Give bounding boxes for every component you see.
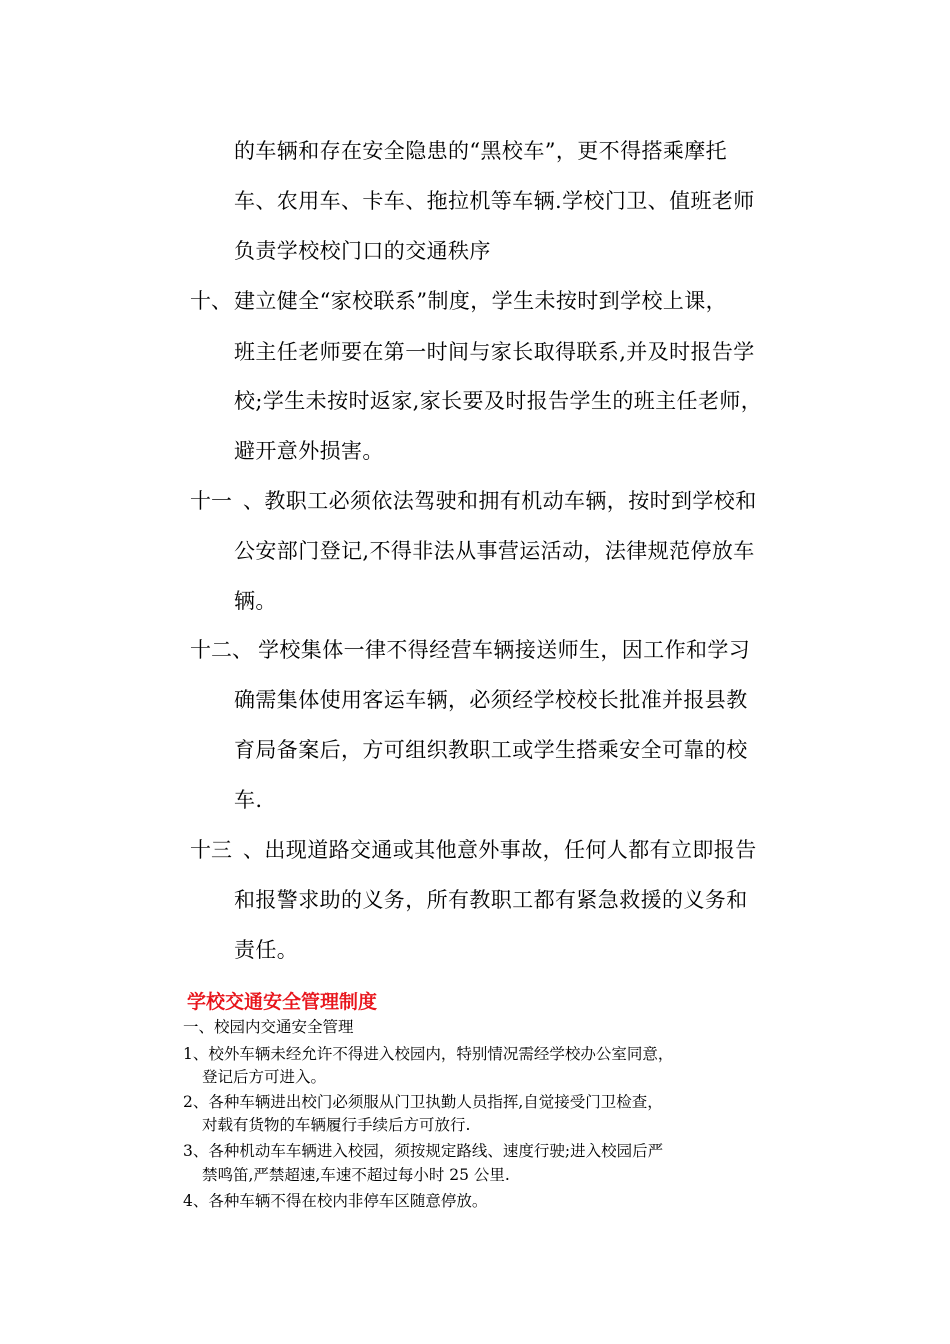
rule-line: 2、各种车辆进出校门必须服从门卫执勤人员指挥,自觉接受门卫检查， [183,1093,663,1111]
paragraph-line: 辆。 [234,589,277,613]
paragraph-line: 公安部门登记,不得非法从事营运活动，法律规范停放车 [234,539,755,563]
item-number: 十、 [190,289,232,313]
paragraph-line: 避开意外损害。 [234,439,384,463]
paragraph-line: 车. [234,788,263,812]
paragraph-line: 车、农用车、卡车、拖拉机等车辆.学校门卫、值班老师 [234,189,755,213]
rule-line: 4、各种车辆不得在校内非停车区随意停放。 [183,1192,488,1210]
section-title: 学校交通安全管理制度 [187,991,378,1013]
rule-line: 禁鸣笛,严禁超速,车速不超过每小时 25 公里. [202,1166,510,1184]
paragraph-line: 班主任老师要在第一时间与家长取得联系,并及时报告学 [234,340,755,364]
paragraph-line: 、出现道路交通或其他意外事故，任何人都有立即报告 [243,838,757,862]
item-number: 十三 [190,838,232,862]
paragraph-line: 责任。 [234,938,299,962]
paragraph-line: 学校集体一律不得经营车辆接送师生，因工作和学习 [258,638,751,662]
item-number: 十一 [190,489,232,513]
rule-line: 3、各种机动车车辆进入校园，须按规定路线、速度行驶;进入校园后严 [183,1142,664,1160]
paragraph-line: 校;学生未按时返家,家长要及时报告学生的班主任老师， [234,389,763,413]
paragraph-line: 育局备案后，方可组织教职工或学生搭乘安全可靠的校 [234,738,748,762]
rule-line: 对载有货物的车辆履行手续后方可放行. [202,1116,471,1134]
paragraph-line: 建立健全“家校联系”制度，学生未按时到学校上课， [234,289,728,313]
paragraph-line: 确需集体使用客运车辆，必须经学校校长批准并报县教 [234,688,748,712]
paragraph-line: 和报警求助的义务，所有教职工都有紧急救援的义务和 [234,888,748,912]
item-number: 十二、 [190,638,253,662]
paragraph-line: 的车辆和存在安全隐患的“黑校车”，更不得搭乘摩托 [234,139,728,163]
paragraph-line: 、教职工必须依法驾驶和拥有机动车辆，按时到学校和 [243,489,757,513]
section-subtitle: 一、校园内交通安全管理 [183,1018,354,1036]
rule-line: 登记后方可进入。 [202,1068,327,1086]
rule-line: 1、校外车辆未经允许不得进入校园内，特别情况需经学校办公室同意， [183,1045,674,1063]
paragraph-line: 负责学校校门口的交通秩序 [234,239,491,263]
